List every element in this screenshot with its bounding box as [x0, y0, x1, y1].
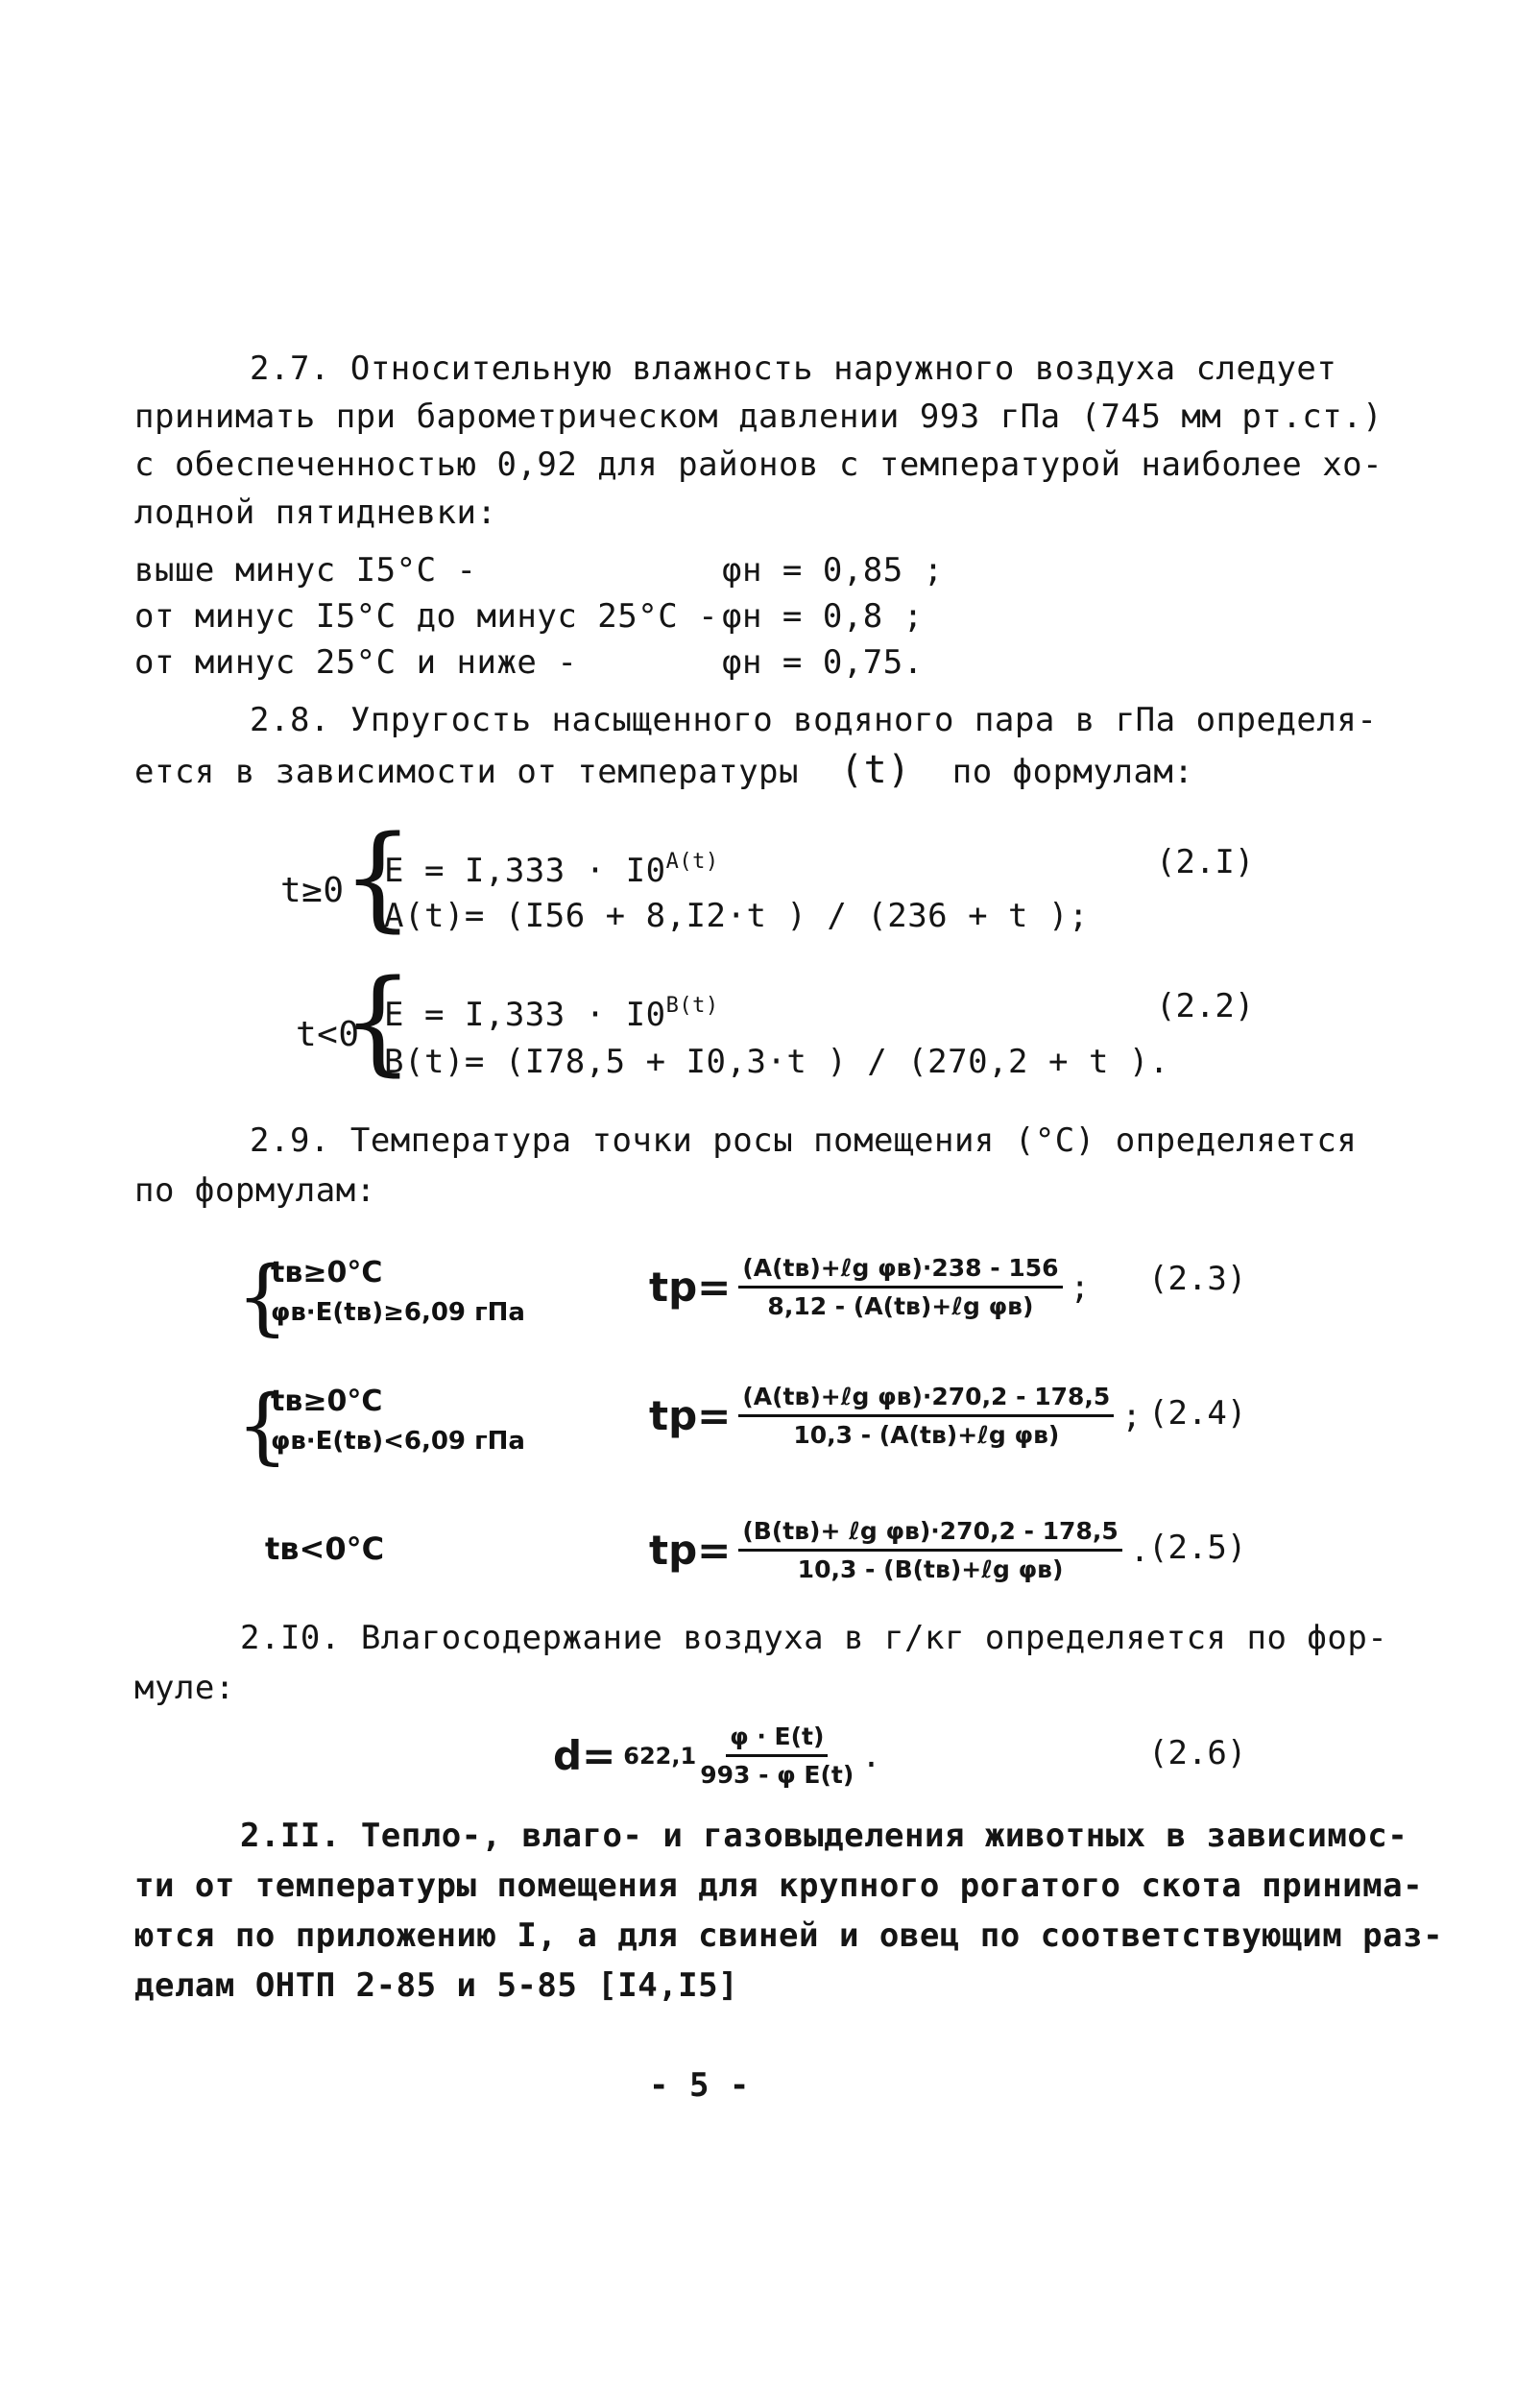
formula-2-5-punct: . [1129, 1530, 1150, 1570]
condition-t-negative: t<0 [296, 1015, 360, 1054]
condition-2-5: tв<0°C [265, 1530, 385, 1567]
formula-2-3-lhs: tр= [649, 1264, 732, 1311]
humidity-row-label: от минус I5°С до минус 25°С - [134, 597, 719, 636]
formula-2-3-punct: ; [1070, 1267, 1091, 1307]
formula-2-6-lhs: d= [553, 1732, 616, 1779]
formula-2-1a [384, 841, 719, 892]
equation-number: (2.2) [1156, 987, 1255, 1025]
page-number: - 5 - [649, 2066, 750, 2105]
formula-2-6-coefficient: 622,1 [623, 1742, 697, 1770]
s210-line2: муле: [134, 1669, 235, 1707]
formula-2-6-punct: . [861, 1736, 881, 1775]
s27-line3: с обеспеченностью 0,92 для районов с температурой наиболее хо- [134, 446, 1384, 484]
s28-line1: 2.8. Упругость насыщенного водяного пара в гПа определя- [250, 701, 1378, 739]
s210-line1: 2.I0. Влагосодержание воздуха в г/кг определяется по фор- [240, 1619, 1388, 1657]
s28-line2-text: ется в зависимости от температуры [134, 753, 800, 791]
s29-line1: 2.9. Температура точки росы помещения (°С) определяется [250, 1121, 1358, 1160]
fraction-numerator: φ · E(t) [726, 1722, 828, 1757]
formula-2-2a-body: E = I,333 · I0 [384, 996, 666, 1034]
formula-2-5 [649, 1517, 1149, 1583]
s27-line1: 2.7. Относительную влажность наружного воздуха следует [250, 349, 1337, 388]
formula-2-2a [384, 985, 719, 1036]
s211-line1: 2.II. Тепло-, влаго- и газовыделения животных в зависимос- [240, 1817, 1408, 1855]
s211-line2: ти от температуры помещения для крупного рогатого скота принима- [134, 1867, 1424, 1905]
fraction-numerator: (A(tв)+ℓg φв)·238 - 156 [738, 1254, 1062, 1289]
condition-2-4a: tв≥0°C [271, 1385, 383, 1418]
equation-number: (2.6) [1148, 1734, 1247, 1772]
formula-2-4-punct: ; [1121, 1396, 1142, 1435]
fraction-denominator: 10,3 - (B(tв)+ℓg φв) [797, 1555, 1064, 1583]
humidity-row-label: от минус 25°С и ниже - [134, 643, 578, 682]
fraction-numerator: (A(tв)+ℓg φв)·270,2 - 178,5 [738, 1383, 1114, 1417]
equation-number: (2.3) [1148, 1260, 1247, 1298]
formula-2-2b: B(t)= (I78,5 + I0,3·t ) / (270,2 + t ). [384, 1043, 1169, 1081]
formula-2-5-lhs: tр= [649, 1527, 732, 1574]
s211-line4: делам ОНТП 2-85 и 5-85 [I4,I5] [134, 1966, 739, 2005]
formula-2-4 [649, 1383, 1142, 1449]
condition-2-4b: φв·E(tв)<6,09 гПа [271, 1427, 525, 1456]
fraction-numerator: (B(tв)+ ℓg φв)·270,2 - 178,5 [738, 1517, 1121, 1552]
formula-2-3 [649, 1254, 1090, 1320]
fraction-denominator: 10,3 - (A(tв)+ℓg φв) [793, 1421, 1060, 1449]
humidity-row-label: выше минус I5°С - [134, 551, 477, 590]
condition-t-nonnegative: t≥0 [280, 871, 345, 910]
condition-brace: { [236, 1249, 289, 1345]
formula-2-4-lhs: tр= [649, 1392, 732, 1439]
temperature-variable: (t) [840, 748, 911, 792]
formula-2-1a-exponent: A(t) [665, 850, 719, 874]
equation-number: (2.5) [1148, 1529, 1247, 1567]
fraction [738, 1383, 1114, 1449]
humidity-row-value: φн = 0,85 ; [722, 551, 944, 590]
s28-line2 [134, 749, 1193, 793]
formula-2-1a-body: E = I,333 · I0 [384, 852, 666, 890]
equation-number: (2.I) [1156, 843, 1255, 881]
condition-2-3b: φв·E(tв)≥6,09 гПа [271, 1298, 525, 1327]
s27-line4: лодной пятидневки: [134, 494, 497, 532]
fraction [700, 1722, 854, 1789]
humidity-row-value: φн = 0,8 ; [722, 597, 924, 636]
equation-number: (2.4) [1148, 1394, 1247, 1433]
s28-line2-end: по формулам: [951, 753, 1194, 791]
formula-2-1b: A(t)= (I56 + 8,I2·t ) / (236 + t ); [384, 897, 1089, 935]
fraction [738, 1254, 1062, 1320]
condition-2-3a: tв≥0°C [271, 1256, 383, 1289]
condition-brace: { [236, 1378, 289, 1474]
s211-line3: ются по приложению I, а для свиней и овец по соответствующим раз- [134, 1916, 1444, 1955]
system-brace: { [342, 954, 415, 1087]
formula-2-6 [553, 1722, 881, 1789]
fraction-denominator: 8,12 - (A(tв)+ℓg φв) [767, 1292, 1034, 1320]
s29-line2: по формулам: [134, 1171, 376, 1210]
humidity-row-value: φн = 0,75. [722, 643, 924, 682]
fraction [738, 1517, 1121, 1583]
fraction-denominator: 993 - φ E(t) [700, 1761, 854, 1789]
s27-line2: принимать при барометрическом давлении 993 гПа (745 мм рт.ст.) [134, 398, 1384, 436]
formula-2-2a-exponent: B(t) [665, 994, 719, 1018]
system-brace: { [342, 810, 415, 943]
